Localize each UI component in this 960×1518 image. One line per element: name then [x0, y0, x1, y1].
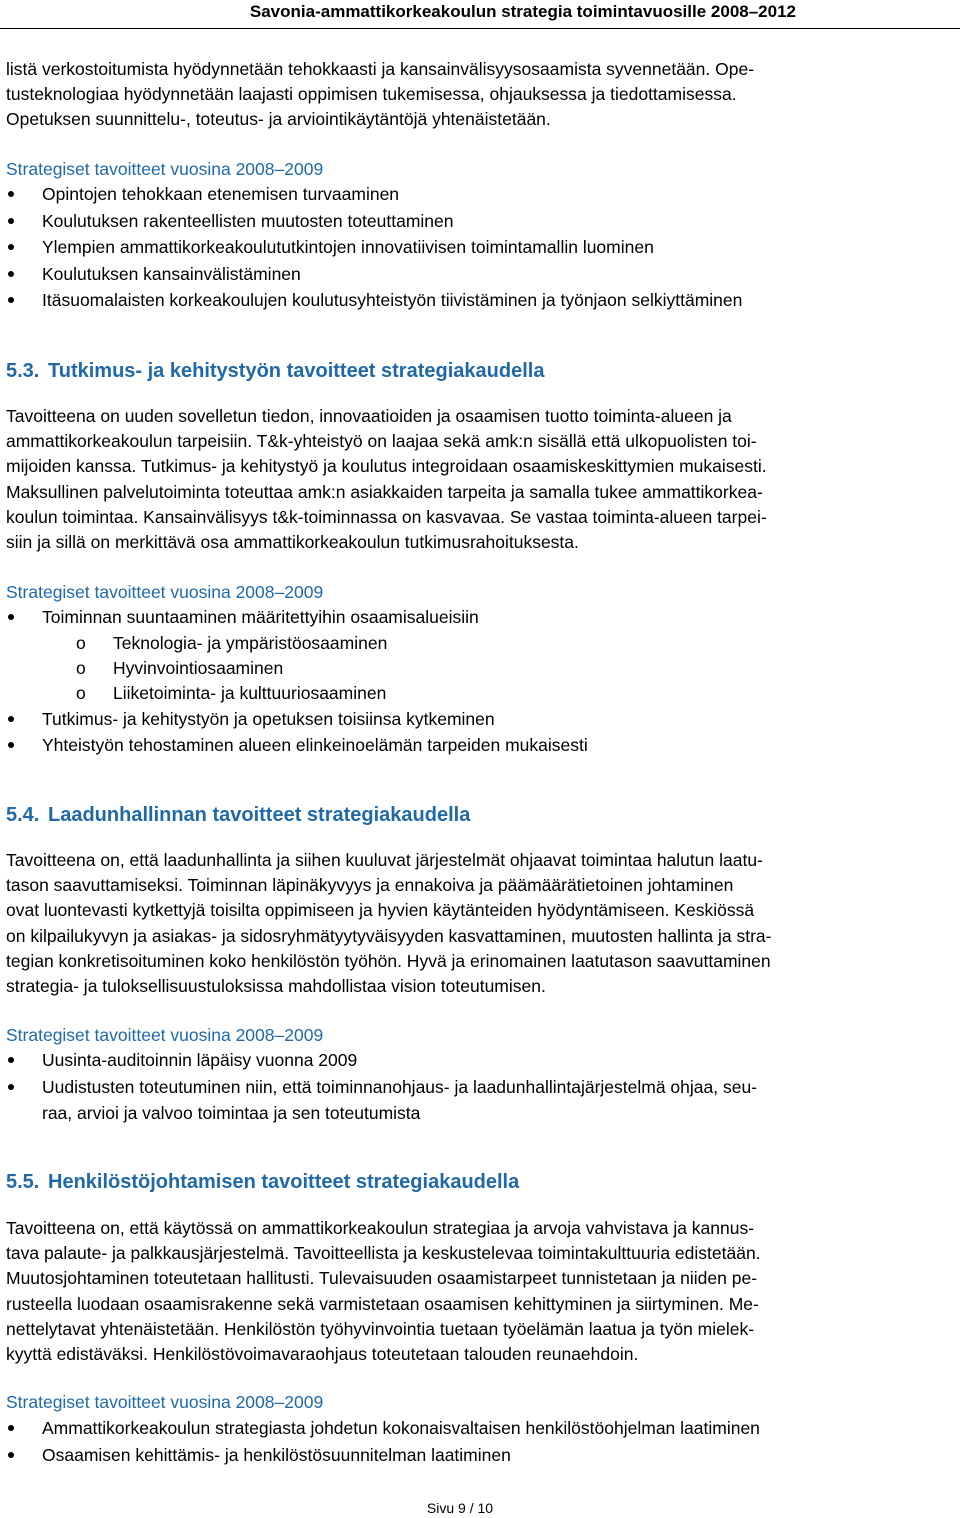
- page-number: Sivu 9 / 10: [426, 1500, 494, 1516]
- bullet-icon: [8, 218, 14, 224]
- section-title: [6, 358, 544, 384]
- bullet-icon: [8, 244, 14, 250]
- goals-list: [0, 1415, 960, 1468]
- list-item: Osaamisen kehittämis- ja henkilöstösuunnitelman laatiminen: [0, 1442, 960, 1469]
- goals-title: Strategiset tavoitteet vuosina 2008–2009: [6, 159, 324, 179]
- goals-list: [0, 604, 960, 759]
- text-line: tava palaute- ja palkkausjärjestelmä. Tavoitteellista ja keskustelevaa toimintakulttuuria edistetään.: [6, 1243, 761, 1264]
- list-item: Opintojen tehokkaan etenemisen turvaaminen: [0, 181, 960, 208]
- text-line: siin ja sillä on merkittävä osa ammattikorkeakoulun tutkimusrahoituksesta.: [6, 532, 579, 553]
- list-item: Ylempien ammattikorkeakoulututkintojen innovatiivisen toimintamallin luominen: [0, 234, 960, 261]
- text-line: Tavoitteena on, että laadunhallinta ja siihen kuuluvat järjestelmät ohjaavat toimintaa halutun laatu-: [6, 850, 763, 870]
- list-item: Koulutuksen rakenteellisten muutosten toteuttaminen: [0, 208, 960, 235]
- goals-list: [0, 1047, 960, 1127]
- section-heading: Tutkimus- ja kehitystyön tavoitteet strategiakaudella: [48, 360, 545, 382]
- section-number: 5.5.: [6, 1171, 40, 1193]
- text-line: tegian konkretisoituminen koko henkilöstön työhön. Hyvä ja erinomainen laatutason saavuttaminen: [6, 950, 771, 971]
- text-line: nettelytavat yhtenäistetään. Henkilöstön työhyvinvointia tuetaan työelämän laatua ja työn mielek-: [6, 1318, 755, 1339]
- bullet-icon: [8, 1084, 14, 1090]
- section-title: [6, 1169, 519, 1195]
- page-header: Savonia-ammattikorkeakoulun strategia toimintavuosille 2008–2012: [249, 2, 796, 21]
- sub-list-container: [0, 631, 960, 706]
- section-paragraph: [6, 1216, 954, 1367]
- list-item: Uudistusten toteutuminen niin, että toiminnanohjaus- ja laadunhallintajärjestelmä ohjaa, seu-: [0, 1074, 960, 1101]
- bullet-icon: [8, 742, 14, 748]
- text-line: Muutosjohtaminen toteutetaan hallitusti. Tulevaisuuden osaamistarpeet tunnistetaan ja niiden pe-: [6, 1268, 758, 1289]
- text-line: Opetuksen suunnittelu-, toteutus- ja arviointikäytäntöjä yhtenäistetään.: [6, 109, 551, 130]
- section-number: 5.3.: [6, 360, 40, 382]
- sub-bullet-marker: o: [76, 682, 86, 703]
- list-item: Koulutuksen kansainvälistäminen: [0, 261, 960, 288]
- list-item-continuation: raa, arvioi ja valvoo toimintaa ja sen toteutumista: [42, 1103, 421, 1123]
- list-item: Uusinta-auditoinnin läpäisy vuonna 2009: [0, 1047, 960, 1074]
- text-line: Tavoitteena on, että käytössä on ammattikorkeakoulun strategiaa ja arvoja vahvistava ja kannus-: [6, 1218, 755, 1238]
- goals-list: [0, 181, 960, 314]
- text-line: rusteella luodaan osaamisrakenne sekä varmistetaan osaamisen kehittyminen ja siirtyminen. Me-: [6, 1293, 759, 1314]
- goals-title: Strategiset tavoitteet vuosina 2008–2009: [6, 1025, 324, 1045]
- list-item: Toiminnan suuntaaminen määritettyihin osaamisalueisiin: [0, 604, 960, 631]
- bullet-icon: [8, 191, 14, 197]
- bullet-icon: [8, 1425, 14, 1431]
- header-rule: [0, 28, 960, 29]
- section-heading: Laadunhallinnan tavoitteet strategiakaudella: [48, 804, 471, 826]
- text-line: Tavoitteena on uuden sovelletun tiedon, innovaatioiden ja osaamisen tuotto toiminta-alueen ja: [6, 406, 732, 426]
- list-item: Tutkimus- ja kehitystyön ja opetuksen toisiinsa kytkeminen: [0, 706, 960, 733]
- intro-paragraph: [6, 57, 954, 133]
- bullet-icon: [8, 614, 14, 620]
- text-line: ammattikorkeakoulun tarpeisiin. T&k-yhteistyö on laajaa sekä amk:n sisällä että ulkopuolisten toi-: [6, 431, 757, 452]
- bullet-icon: [8, 1452, 14, 1458]
- sub-list: [0, 631, 960, 706]
- text-line: mijoiden kanssa. Tutkimus- ja kehitystyö ja koulutus integroidaan osaamiskeskittymien mukaisesti.: [6, 456, 767, 477]
- text-line: strategia- ja tuloksellisuustuloksissa mahdollistaa vision toteutumisen.: [6, 976, 546, 997]
- sub-list-item: o Hyvinvointiosaaminen: [0, 656, 960, 681]
- sub-bullet-marker: o: [76, 657, 86, 678]
- section-number: 5.4.: [6, 804, 40, 826]
- section-heading: Henkilöstöjohtamisen tavoitteet strategiakaudella: [48, 1171, 520, 1193]
- section-paragraph: [6, 848, 954, 999]
- bullet-icon: [8, 716, 14, 722]
- goals-title: Strategiset tavoitteet vuosina 2008–2009: [6, 1392, 324, 1412]
- page-footer: [0, 1500, 960, 1516]
- sub-bullet-marker: o: [76, 632, 86, 653]
- text-line: tason saavuttamiseksi. Toiminnan läpinäkyvyys ja ennakoiva ja päämäärätietoinen johtaminen: [6, 875, 734, 896]
- section-paragraph: [6, 404, 954, 555]
- text-line: koulun toimintaa. Kansainvälisyys t&k-toiminnassa on kasvavaa. Se vastaa toiminta-alueen tarpei-: [6, 506, 767, 527]
- text-line: Maksullinen palvelutoiminta toteuttaa amk:n asiakkaiden tarpeita ja samalla tukee ammattikorkea-: [6, 481, 763, 502]
- list-item: Yhteistyön tehostaminen alueen elinkeinoelämän tarpeiden mukaisesti: [0, 732, 960, 759]
- bullet-icon: [8, 271, 14, 277]
- bullet-icon: [8, 297, 14, 303]
- text-line: ovat luontevasti kytkettyjä toisilta oppimiseen ja hyvien käytänteiden hyödyntämiseen. Keskiössä: [6, 900, 755, 921]
- list-item: Ammattikorkeakoulun strategiasta johdetun kokonaisvaltaisen henkilöstöohjelman laatiminen: [0, 1415, 960, 1442]
- sub-list-item: o Liiketoiminta- ja kulttuuriosaaminen: [0, 681, 960, 706]
- bullet-icon: [8, 1057, 14, 1063]
- sub-list-item: o Teknologia- ja ympäristöosaaminen: [0, 631, 960, 656]
- section-title: [6, 802, 470, 828]
- list-item: Itäsuomalaisten korkeakoulujen koulutusyhteistyön tiivistäminen ja työnjaon selkiyttäminen: [0, 287, 960, 314]
- text-line: on kilpailukyvyn ja asiakas- ja sidosryhmätyytyväisyyden kasvattaminen, muutosten hallinta ja stra-: [6, 925, 772, 946]
- text-line: listä verkostoitumista hyödynnetään tehokkaasti ja kansainvälisyysosaamista syvennetään. Ope-: [6, 59, 755, 79]
- goals-title: Strategiset tavoitteet vuosina 2008–2009: [6, 582, 324, 602]
- text-line: kyyttä edistäväksi. Henkilöstövoimavaraohjaus toteutetaan talouden reunaehdoin.: [6, 1344, 639, 1365]
- text-line: tusteknologiaa hyödynnetään laajasti oppimisen tukemisessa, ohjauksessa ja tiedottamisessa.: [6, 84, 737, 105]
